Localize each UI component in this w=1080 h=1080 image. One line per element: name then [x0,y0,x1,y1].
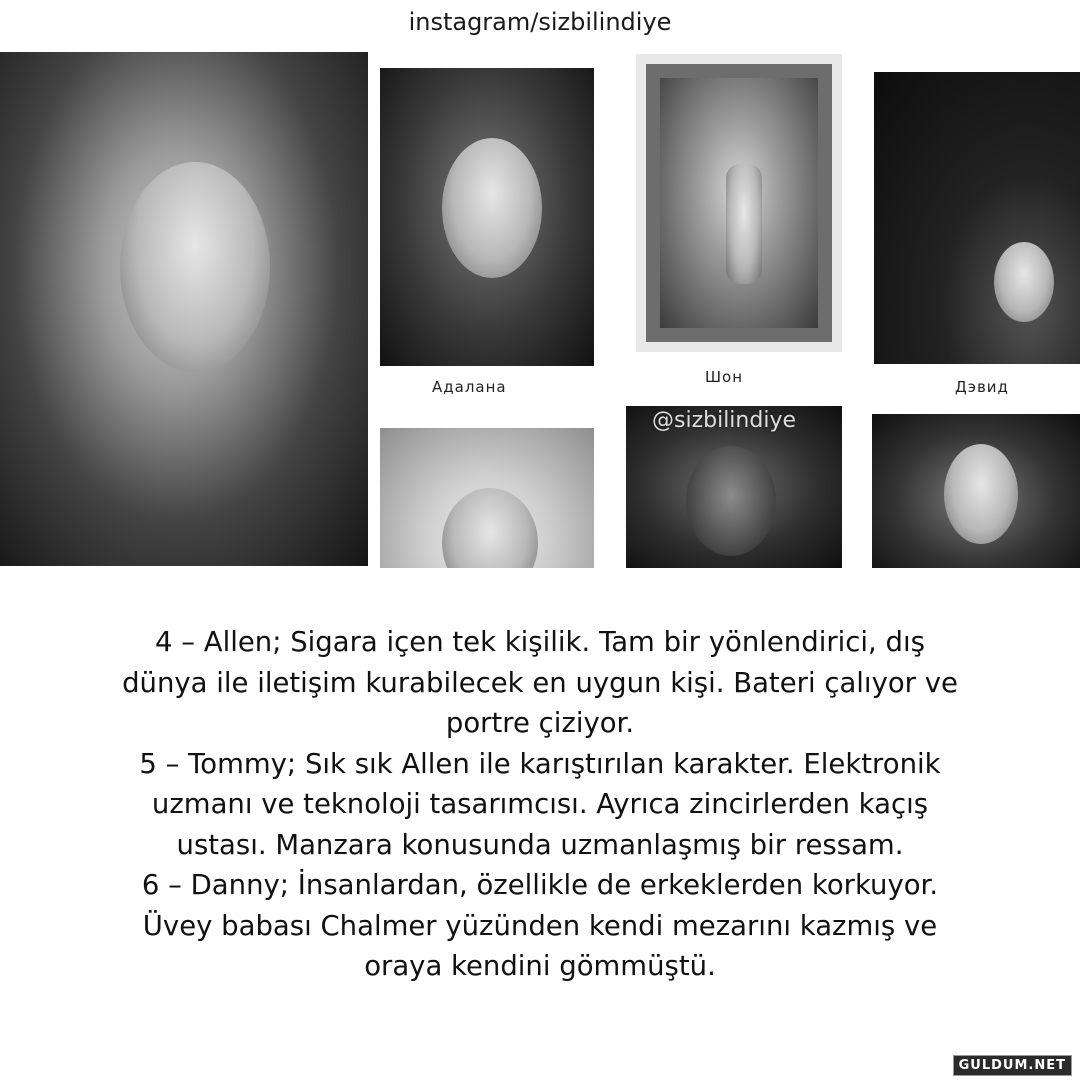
text-line: dünya ile iletişim kurabilecek en uygun kişi. Bateri çalıyor ve [122,666,958,699]
drawing-adalana-face [442,138,542,278]
text-line: 5 – Tommy; Sık sık Allen ile karıştırılan karakter. Elektronik [139,747,941,780]
watermark: @sizbilindiye [652,408,796,433]
site-logo: GULDUM.NET [953,1055,1072,1076]
text-line: uzmanı ve teknoloji tasarımcısı. Ayrıca zincirlerden kaçış [151,788,929,820]
drawing-girl [872,414,1080,568]
drawing-blonde-girl-face [442,488,538,568]
label-david: Дэвид [955,378,1009,396]
drawing-david-figure [994,242,1054,322]
drawing-shon [636,54,842,352]
text-line: 4 – Allen; Sigara içen tek kişilik. Tam bir yönlendirici, dış [155,626,925,658]
drawing-old-man-face [686,446,776,556]
text-line: portre çiziyor. [445,707,635,739]
text-line: 6 – Danny; İnsanlardan, özellikle de erkeklerden korkuyor. [141,869,939,901]
text-line: ustası. Manzara konusunda uzmanlaşmış bir ressam. [176,828,904,861]
instagram-handle: instagram/sizbilindiye [408,8,672,36]
label-shon: Шон [705,368,744,386]
text-line: Üvey babası Chalmer yüzünden kendi mezarını kazmış ve [142,909,938,942]
drawing-david [874,72,1080,364]
drawing-shon-figure [726,164,762,284]
text-line: oraya kendini gömmüştü. [364,950,716,982]
description-text [30,622,1050,987]
portrait-face [120,162,270,372]
label-adalana: Адалана [432,378,507,396]
drawing-blonde-girl [380,428,594,568]
portrait-photo [0,52,368,566]
drawing-adalana [380,68,594,366]
drawing-girl-face [944,444,1018,544]
